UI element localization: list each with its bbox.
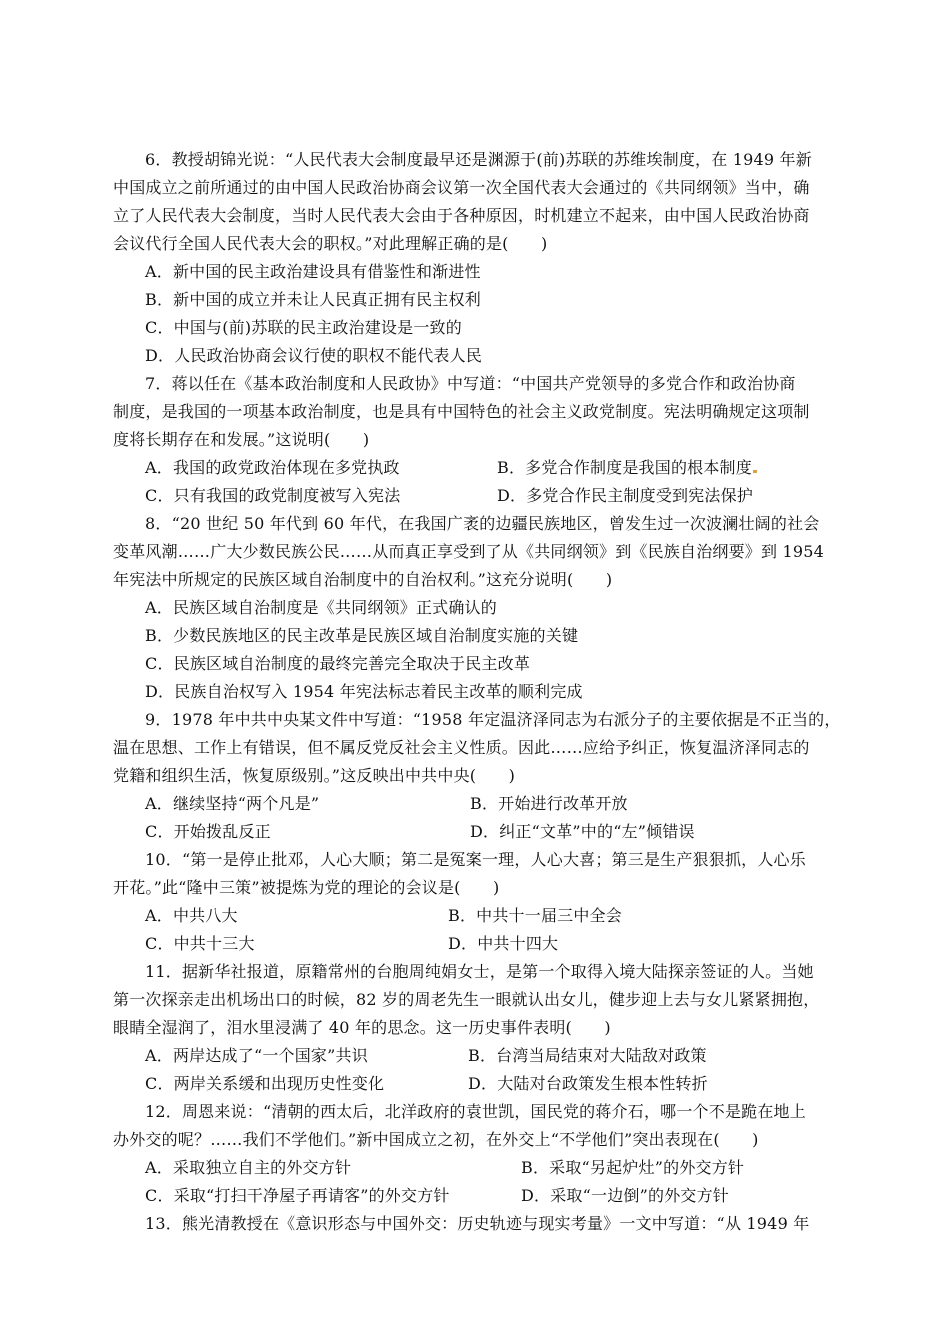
option-d: D．纠正“文革”中的“左”倾错误 bbox=[470, 822, 695, 841]
question-9 bbox=[113, 706, 841, 846]
question-stem-line: 中国成立之前所通过的由中国人民政治协商会议第一次全国代表大会通过的《共同纲领》当中，确 bbox=[113, 178, 810, 197]
option-a: A．新中国的民主政治建设具有借鉴性和渐进性 bbox=[145, 262, 481, 281]
exam-page bbox=[113, 146, 841, 1238]
option-d: D．大陆对台政策发生根本性转折 bbox=[468, 1074, 708, 1093]
option-b: B．中共十一届三中全会 bbox=[448, 906, 622, 925]
option-d: D．多党合作民主制度受到宪法保护 bbox=[497, 486, 754, 505]
option-row bbox=[113, 454, 841, 482]
question-stem-line: 10．“第一是停止批邓，人心大顺；第二是冤案一理，人心大喜；第三是生产狠狠抓，人心乐 bbox=[145, 850, 806, 869]
question-stem-line: 年宪法中所规定的民族区域自治制度中的自治权利。”这充分说明( ) bbox=[113, 570, 613, 589]
edit-mark bbox=[753, 470, 757, 473]
option-d: D．采取“一边倒”的外交方针 bbox=[521, 1186, 729, 1205]
question-stem-line: 7．蒋以任在《基本政治制度和人民政协》中写道：“中国共产党领导的多党合作和政治协商 bbox=[145, 374, 796, 393]
option-c: C．采取“打扫干净屋子再请客”的外交方针 bbox=[145, 1186, 450, 1205]
question-stem-line: 制度，是我国的一项基本政治制度，也是具有中国特色的社会主义政党制度。宪法明确规定这项制 bbox=[113, 402, 810, 421]
option-row bbox=[113, 902, 841, 930]
question-stem-line: 9．1978 年中共中央某文件中写道：“1958 年定温济泽同志为右派分子的主要依据是不正当的， bbox=[145, 710, 841, 729]
question-stem-line: 温在思想、工作上有错误，但不属反党反社会主义性质。因此……应给予纠正，恢复温济泽同志的 bbox=[113, 738, 810, 757]
option-b-wrap bbox=[465, 454, 757, 482]
option-row bbox=[113, 818, 841, 846]
option-b: B．采取“另起炉灶”的外交方针 bbox=[521, 1158, 745, 1177]
option-a: A．民族区域自治制度是《共同纲领》正式确认的 bbox=[145, 598, 497, 617]
option-row bbox=[113, 1070, 841, 1098]
option-a: A．两岸达成了“一个国家”共识 bbox=[145, 1046, 368, 1065]
question-11 bbox=[113, 958, 841, 1098]
option-a: A．我国的政党政治体现在多党执政 bbox=[145, 458, 400, 477]
option-row bbox=[113, 1182, 841, 1210]
question-stem-line: 开花。”此“隆中三策”被提炼为党的理论的会议是( ) bbox=[113, 878, 500, 897]
question-stem-line: 8．“20 世纪 50 年代到 60 年代，在我国广袤的边疆民族地区，曾发生过一次波澜壮阔的社会 bbox=[145, 514, 820, 533]
question-6 bbox=[113, 146, 841, 370]
question-13 bbox=[113, 1210, 841, 1238]
option-row bbox=[113, 790, 841, 818]
option-d: D．民族自治权写入 1954 年宪法标志着民主改革的顺利完成 bbox=[145, 682, 583, 701]
question-stem-line: 12．周恩来说：“清朝的西太后，北洋政府的袁世凯，国民党的蒋介石，哪一个不是跪在地上 bbox=[145, 1102, 806, 1121]
option-b: B．新中国的成立并未让人民真正拥有民主权利 bbox=[145, 290, 481, 309]
option-b: B．台湾当局结束对大陆敌对政策 bbox=[468, 1046, 707, 1065]
question-stem-line: 会议代行全国人民代表大会的职权。”对此理解正确的是( ) bbox=[113, 234, 548, 253]
option-a: A．采取独立自主的外交方针 bbox=[145, 1158, 352, 1177]
option-row bbox=[113, 482, 841, 510]
question-stem-line: 党籍和组织生活，恢复原级别。”这反映出中共中央( ) bbox=[113, 766, 516, 785]
option-c: C．开始拨乱反正 bbox=[145, 822, 271, 841]
option-row bbox=[113, 1042, 841, 1070]
question-stem-line: 变革风潮……广大少数民族公民……从而真正享受到了从《共同纲领》到《民族自治纲要》到 1954 bbox=[113, 542, 825, 561]
question-stem-line: 度将长期存在和发展。”这说明( ) bbox=[113, 430, 370, 449]
question-7 bbox=[113, 370, 841, 510]
question-8 bbox=[113, 510, 841, 706]
question-10 bbox=[113, 846, 841, 958]
option-a: A．继续坚持“两个凡是” bbox=[145, 794, 320, 813]
option-d: D．中共十四大 bbox=[448, 934, 559, 953]
question-stem-line: 办外交的呢？……我们不学他们。”新中国成立之初，在外交上“不学他们”突出表现在( ) bbox=[113, 1130, 759, 1149]
question-stem-line: 13．熊光清教授在《意识形态与中国外交：历史轨迹与现实考量》一文中写道：“从 1949 年 bbox=[145, 1214, 810, 1233]
option-row bbox=[113, 1154, 841, 1182]
question-stem-line: 6．教授胡锦光说：“人民代表大会制度最早还是渊源于(前)苏联的苏维埃制度，在 1949 年新 bbox=[145, 150, 812, 169]
option-c: C．中共十三大 bbox=[145, 934, 255, 953]
question-stem-line: 11．据新华社报道，原籍常州的台胞周纯娟女士，是第一个取得入境大陆探亲签证的人。当她 bbox=[145, 962, 814, 981]
question-12 bbox=[113, 1098, 841, 1210]
option-a: A．中共八大 bbox=[145, 906, 238, 925]
option-b: B．多党合作制度是我国的根本制度 bbox=[497, 458, 752, 477]
option-b: B．少数民族地区的民主改革是民族区域自治制度实施的关键 bbox=[145, 626, 579, 645]
option-c: C．只有我国的政党制度被写入宪法 bbox=[145, 486, 401, 505]
option-c: C．两岸关系缓和出现历史性变化 bbox=[145, 1074, 385, 1093]
question-stem-line: 立了人民代表大会制度，当时人民代表大会由于各种原因，时机建立不起来，由中国人民政治协商 bbox=[113, 206, 810, 225]
question-stem-line: 第一次探亲走出机场出口的时候，82 岁的周老先生一眼就认出女儿，健步迎上去与女儿紧紧拥抱， bbox=[113, 990, 820, 1009]
option-c: C．中国与(前)苏联的民主政治建设是一致的 bbox=[145, 318, 462, 337]
option-d: D．人民政治协商会议行使的职权不能代表人民 bbox=[145, 346, 483, 365]
option-c: C．民族区域自治制度的最终完善完全取决于民主改革 bbox=[145, 654, 531, 673]
option-row bbox=[113, 930, 841, 958]
option-b: B．开始进行改革开放 bbox=[470, 794, 628, 813]
question-stem-line: 眼睛全湿润了，泪水里浸满了 40 年的思念。这一历史事件表明( ) bbox=[113, 1018, 611, 1037]
